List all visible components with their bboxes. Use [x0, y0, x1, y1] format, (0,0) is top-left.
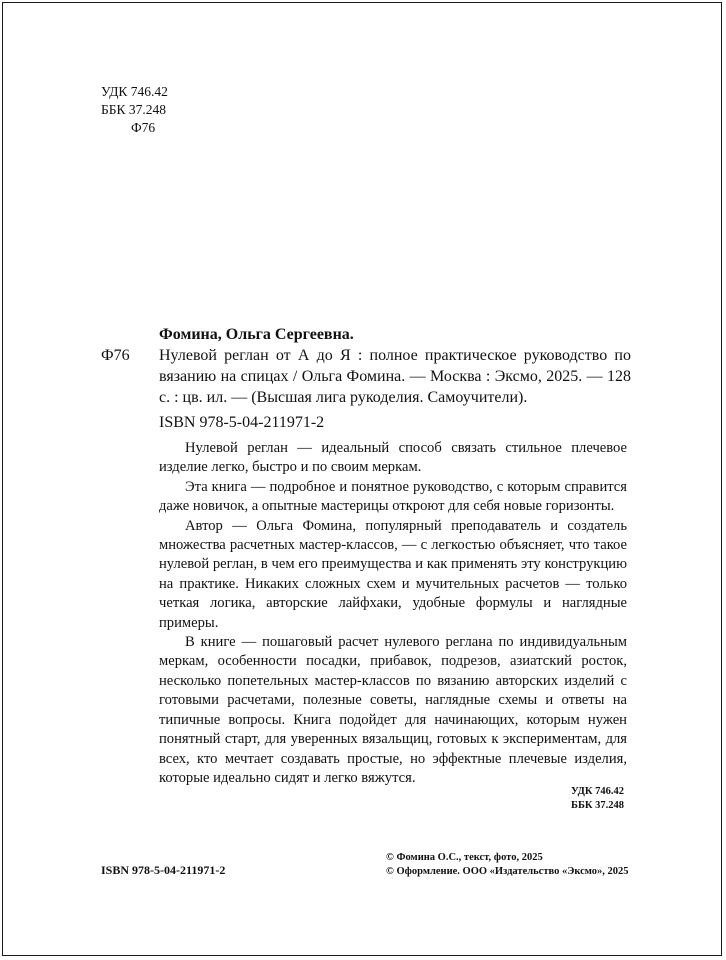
classification-codes-top: [101, 83, 168, 137]
annotation-paragraph: Эта книга — подробное и понятное руководство, с которым справится даже новичок, а опытные мастерицы откроют для себя новые горизонты.: [159, 478, 627, 515]
author-sign: Ф76: [131, 120, 156, 135]
annotation-paragraph: В книге — пошаговый расчет нулевого реглана по индивидуальным меркам, особенности посадки, прибавок, подрезов, азиатский росток, несколько попетельных мастер-классов по вязанию авторских изделий с готовыми расчетами, полезные советы, наглядные схемы и ответы на типичные вопросы. Книга подойдет для начинающих, которым нужен понятный старт, для уверенных вязальщиц, готовых к экспериментам, для всех, кто мечтает создавать простые, но эффектные плечевые изделия, которые идеально сидят и легко вяжутся.: [159, 634, 627, 786]
annotation-paragraph: Нулевой реглан — идеальный способ связать стильное плечевое изделие легко, быстро и по своим меркам.: [159, 440, 627, 476]
biblio-entry: [101, 345, 631, 408]
copyright-design: © Оформление. ООО «Издательство «Эксмо», 2025: [386, 866, 629, 877]
biblio-author-sign: Ф76: [101, 347, 130, 364]
classification-codes-bottom: [571, 785, 624, 813]
udk-code: УДК 746.42: [101, 84, 168, 99]
bbk-code: ББК 37.248: [101, 102, 167, 117]
biblio-description: Нулевой реглан от А до Я : полное практическое руководство по вязанию на спицах / Ольга Фомина. — Москва : Эксмо, 2025. — 128 с. : цв. ил. — (Высшая лига рукоделия. Самоучители).: [159, 347, 631, 406]
author-name: Фомина, Ольга Сергеевна.: [159, 326, 354, 343]
copyright-text: © Фомина О.С., текст, фото, 2025: [386, 852, 543, 863]
isbn-bottom: ISBN 978-5-04-211971-2: [101, 863, 226, 877]
annotation: [159, 439, 627, 788]
bbk-code-bottom: ББК 37.248: [571, 800, 624, 811]
annotation-paragraph: Автор — Ольга Фомина, популярный преподаватель и создатель множества расчетных мастер-классов, — с легкостью объясняет, что такое нулевой реглан, в чем его преимущества и как применять эту конструкцию на практике. Никаких сложных схем и мучительных расчетов — только четкая логика, авторские лайфхаки, удобные формулы и наглядные примеры.: [159, 517, 627, 631]
udk-code-bottom: УДК 746.42: [571, 786, 624, 797]
copyright-block: [386, 851, 629, 879]
biblio-isbn: ISBN 978-5-04-211971-2: [159, 414, 325, 431]
bibliographic-record: [101, 324, 631, 433]
